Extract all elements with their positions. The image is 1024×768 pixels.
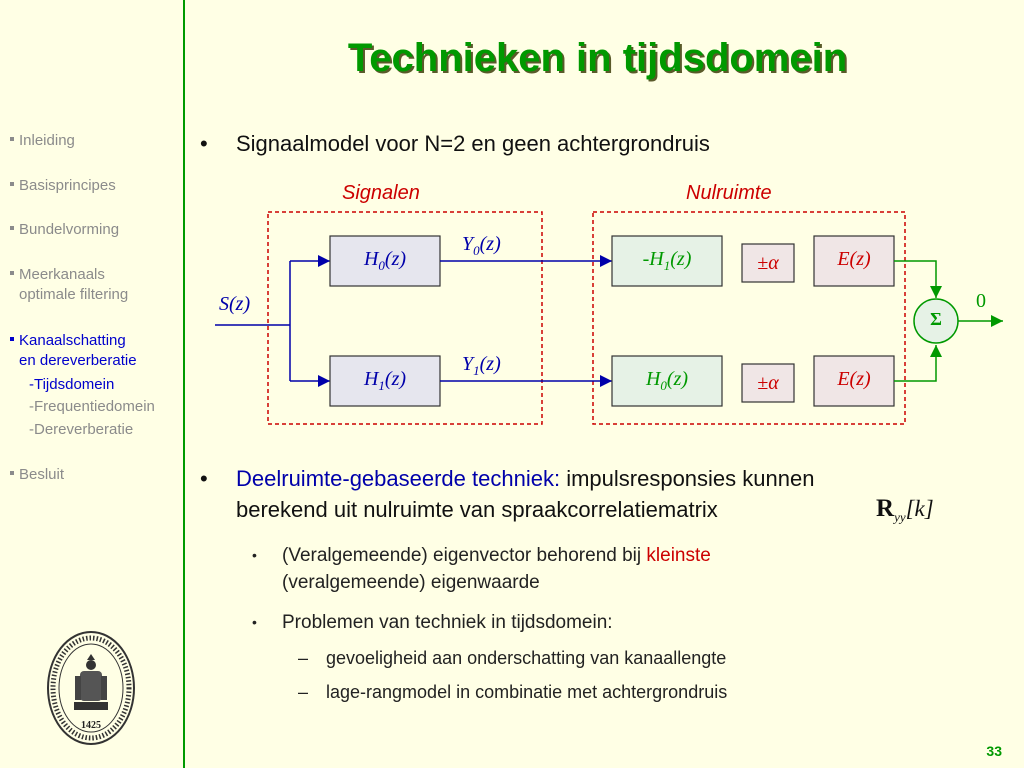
slide-title: Technieken in tijdsdomein bbox=[347, 36, 848, 80]
subbullet-problemen: • Problemen van techniek in tijdsdomein: bbox=[252, 612, 613, 633]
label-e-bottom: E(z) bbox=[837, 368, 871, 390]
label-signalen: Signalen bbox=[342, 182, 420, 204]
university-seal-logo bbox=[46, 630, 136, 746]
bullet-deelruimte: • Deelruimte-gebaseerde techniek: impulsresponsies kunnen berekend uit nulruimte van spraakcorrelatiematrix bbox=[200, 466, 815, 522]
label-alpha-top: ±α bbox=[757, 252, 779, 274]
label-output: 0 bbox=[976, 290, 986, 312]
label-h0: $H_0(z)$ bbox=[363, 248, 407, 273]
nav-subitem-tijdsdomein[interactable]: -Tijdsdomein bbox=[29, 376, 115, 393]
subsubbullet-kanaallengte: – gevoeligheid aan onderschatting van kanaallengte bbox=[298, 648, 727, 668]
nav-item-besluit[interactable]: Besluit bbox=[10, 465, 64, 485]
formula-ryy: $R_{yy}[k]$ bbox=[876, 495, 934, 525]
label-y0: $Y_0(z)$ bbox=[462, 233, 501, 258]
nav-item-basisprincipes[interactable]: Basisprincipes bbox=[10, 176, 116, 196]
subbullet-eigenvector: • (Veralgemeende) eigenvector behorend bij kleinste (veralgemeende) eigenwaarde bbox=[252, 545, 711, 594]
nav-subitem-dereverberatie[interactable]: -Dereverberatie bbox=[29, 421, 134, 438]
page-number: 33 bbox=[986, 743, 1002, 759]
nav-item-meerkanaals[interactable]: Meerkanaals optimale filtering bbox=[10, 265, 128, 305]
subsubbullet-achtergrondruis: – lage-rangmodel in combinatie met achtergrondruis bbox=[298, 682, 728, 702]
label-alpha-bottom: ±α bbox=[757, 372, 779, 394]
label-h1: $H_1(z)$ bbox=[363, 368, 407, 393]
top-to-sum bbox=[894, 261, 936, 298]
bottom-to-sum bbox=[894, 345, 936, 381]
label-e-top: E(z) bbox=[837, 248, 871, 270]
label-sum: Σ bbox=[930, 309, 942, 329]
label-nulruimte: Nulruimte bbox=[686, 182, 772, 204]
nav-subitem-frequentiedomein[interactable]: -Frequentiedomein bbox=[29, 398, 155, 415]
label-neg-h1: $-H_1(z)$ bbox=[642, 248, 692, 273]
nav-item-inleiding[interactable]: Inleiding bbox=[10, 131, 75, 151]
label-input-s: S(z) bbox=[219, 293, 251, 315]
bullet-signaalmodel: • Signaalmodel voor N=2 en geen achtergrondruis bbox=[200, 131, 710, 156]
nav-item-kanaalschatting[interactable]: Kanaalschatting en dereverberatie bbox=[10, 331, 137, 371]
nav-item-bundelvorming[interactable]: Bundelvorming bbox=[10, 220, 119, 240]
label-y1: $Y_1(z)$ bbox=[462, 353, 501, 378]
label-h0b: $H_0(z)$ bbox=[645, 368, 689, 393]
seal-year: 1425 bbox=[81, 720, 101, 731]
